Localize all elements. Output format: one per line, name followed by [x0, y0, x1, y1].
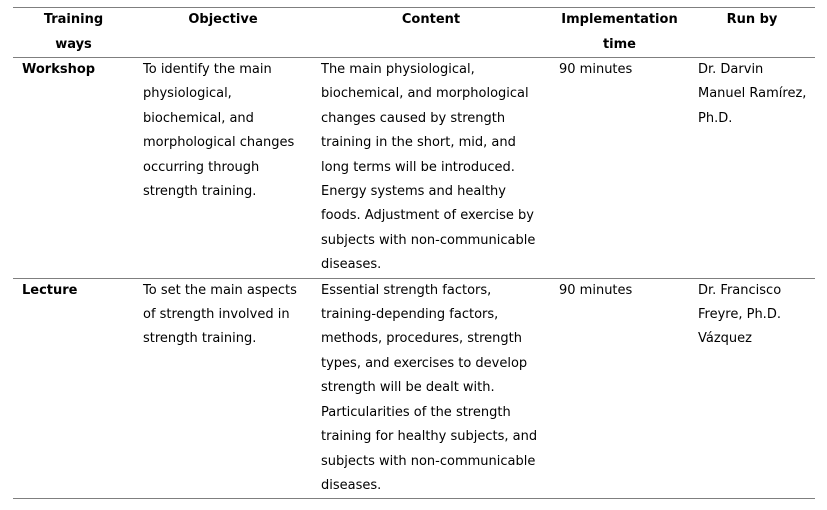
- cell-run-by: Dr. Darvin Manuel Ramírez, Ph.D.: [698, 62, 807, 126]
- cell-content: Essential strength factors, training-depending factors, methods, procedures, strength types, and exercises to develop strength will be dealt with. Particularities of the strength training for healthy subjects, and subjects with non-communicable diseases.: [321, 282, 538, 493]
- cell-implementation-time: 90 minutes: [559, 282, 633, 298]
- table-header: [13, 8, 815, 58]
- header-training-ways-line-2: ways: [55, 36, 92, 52]
- header-implementation-time-line-1: Implementation: [561, 12, 678, 27]
- table-row: [13, 278, 815, 499]
- header-implementation-time: [550, 8, 689, 58]
- training-table: [13, 7, 815, 499]
- cell-objective: To identify the main physiological, biochemical, and morphological changes occurring through strength training.: [143, 62, 295, 200]
- cell-training-way: Workshop: [22, 62, 96, 77]
- table-body: [13, 58, 815, 499]
- cell-training-way: Lecture: [22, 282, 78, 298]
- table-row: [13, 58, 815, 279]
- cell-objective: To set the main aspects of strength involved in strength training.: [143, 282, 297, 347]
- cell-run-by: Dr. Francisco Freyre, Ph.D. Vázquez: [698, 282, 782, 347]
- header-implementation-time-line-2: time: [602, 36, 637, 52]
- header-training-ways: [13, 8, 134, 58]
- cell-content: The main physiological, biochemical, and morphological changes caused by strength training in the short, mid, and long terms will be introduced. Energy systems and healthy foods. Adjustment of exercise by subjects with non-communicable diseases.: [321, 62, 536, 273]
- header-row: [13, 8, 815, 58]
- header-training-ways-line-1: Training: [43, 12, 104, 27]
- header-content: Content: [401, 12, 461, 27]
- header-objective: Objective: [188, 12, 258, 27]
- cell-implementation-time: 90 minutes: [559, 62, 633, 77]
- header-run-by: Run by: [726, 12, 778, 27]
- training-table-container: [13, 7, 815, 499]
